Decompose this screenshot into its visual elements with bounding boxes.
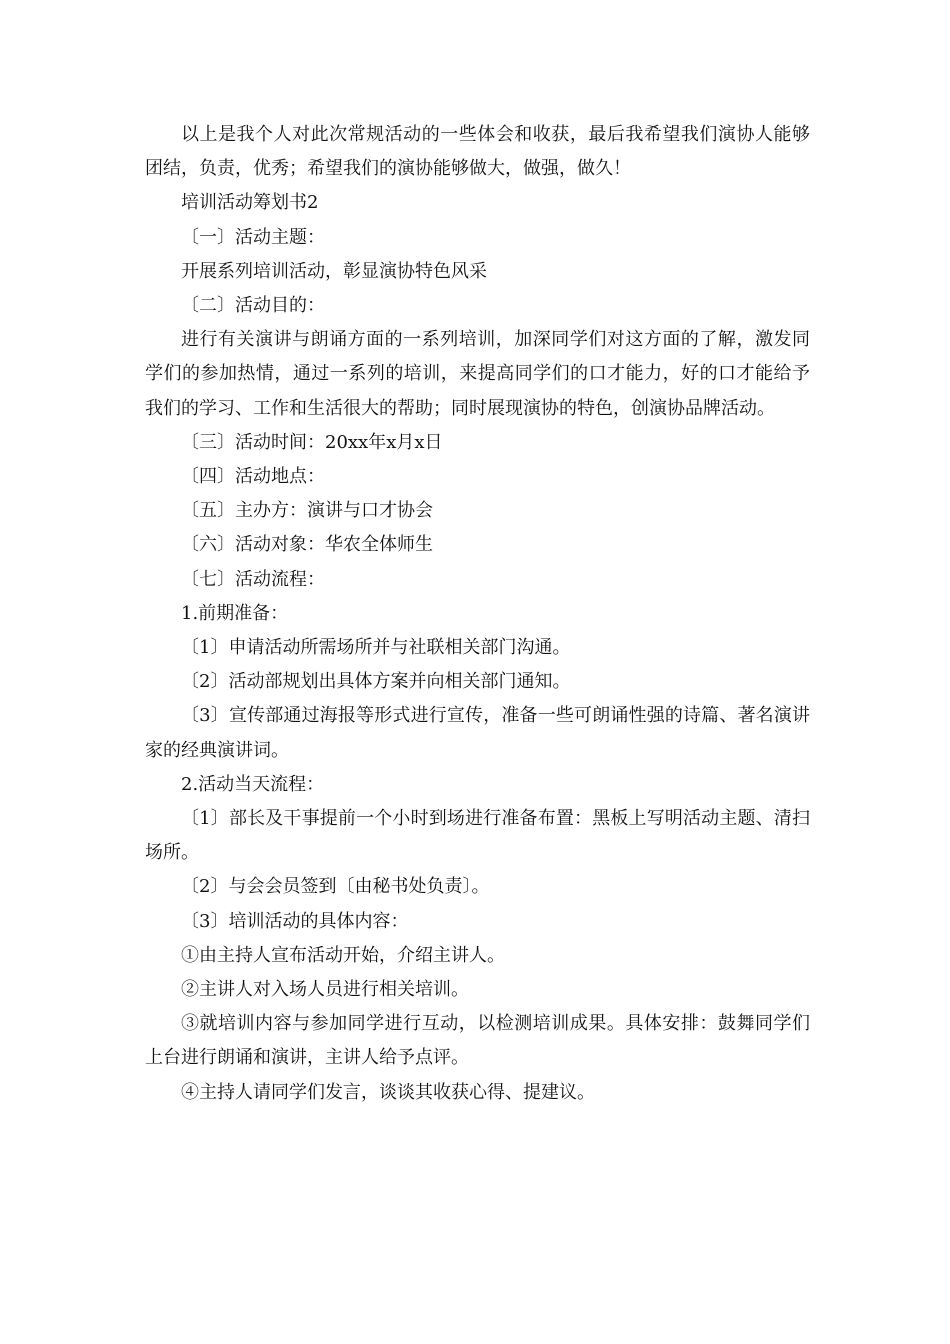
prep-heading: 1.前期准备： (181, 602, 289, 624)
prep-item-2: 〔2〕活动部规划出具体方案并向相关部门通知。 (181, 671, 571, 693)
content-step-2: ②主讲人对入场人员进行相关培训。 (181, 979, 469, 1001)
section-location: 〔四〕活动地点： (181, 466, 325, 488)
prep-item-3: 〔3〕宣传部通过海报等形式进行宣传，准备一些可朗诵性强的诗篇、著名演讲家的经典演讲词。 (145, 705, 810, 761)
section-theme-text: 开展系列培训活动，彰显演协特色风采 (181, 260, 487, 282)
day-item-1: 〔1〕部长及干事提前一个小时到场进行准备布置：黑板上写明活动主题、清扫场所。 (145, 808, 810, 864)
content-step-3: ③就培训内容与参加同学进行互动，以检测培训成果。具体安排：鼓舞同学们上台进行朗诵和演讲，主讲人给予点评。 (145, 1013, 810, 1069)
content-step-1: ①由主持人宣布活动开始，介绍主讲人。 (181, 944, 505, 966)
day-item-3: 〔3〕培训活动的具体内容： (181, 910, 409, 932)
day-item-2: 〔2〕与会会员签到〔由秘书处负责〕。 (181, 876, 490, 898)
content-step-4: ④主持人请同学们发言，谈谈其收获心得、提建议。 (181, 1081, 595, 1103)
section-purpose-text: 进行有关演讲与朗诵方面的一系列培训，加深同学们对这方面的了解，激发同学们的参加热情，通过一系列的培训，来提高同学们的口才能力，好的口才能给予我们的学习、工作和生活很大的帮助；同时展现演协的特色，创演协品牌活动。 (145, 329, 810, 419)
section-time: 〔三〕活动时间：20xx年x月x日 (181, 431, 443, 453)
section-purpose-heading: 〔二〕活动目的： (181, 295, 325, 317)
section-theme-heading: 〔一〕活动主题： (181, 226, 325, 248)
plan-title: 培训活动筹划书2 (181, 192, 319, 214)
document-page (145, 118, 810, 1110)
prep-item-1: 〔1〕申请活动所需场所并与社联相关部门沟通。 (181, 637, 571, 659)
section-process-heading: 〔七〕活动流程： (181, 568, 325, 590)
day-process-heading: 2.活动当天流程： (181, 773, 325, 795)
section-audience: 〔六〕活动对象：华农全体师生 (181, 534, 433, 556)
section-organizer: 〔五〕主办方：演讲与口才协会 (181, 500, 433, 522)
closing-paragraph: 以上是我个人对此次常规活动的一些体会和收获，最后我希望我们演协人能够团结，负责，优秀；希望我们的演协能够做大，做强，做久！ (145, 124, 810, 180)
